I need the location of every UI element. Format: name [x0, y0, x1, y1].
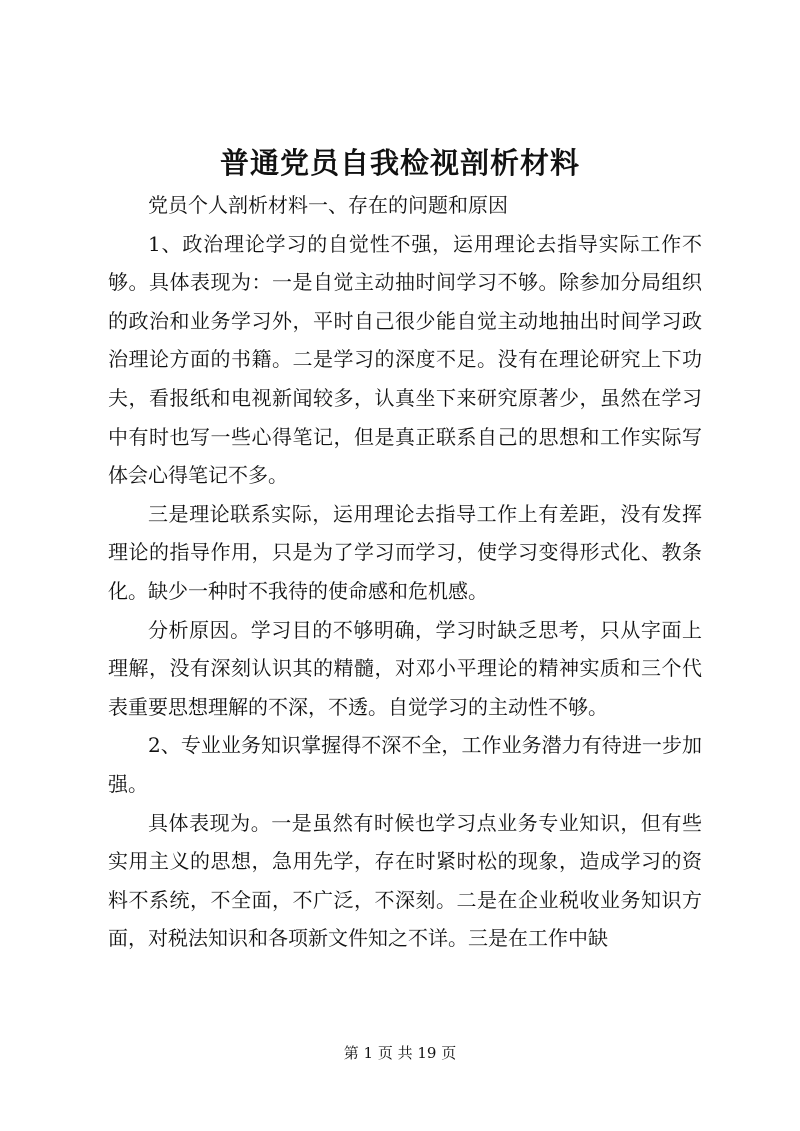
paragraph: 党员个人剖析材料一、存在的问题和原因	[148, 193, 508, 217]
document-body	[108, 186, 702, 958]
document-title: 普通党员自我检视剖析材料	[219, 146, 580, 180]
paragraph: 具体表现为。一是虽然有时候也学习点业务专业知识，但有些实用主义的思想，急用先学，存在时紧时松的现象，造成学习的资料不系统，不全面，不广泛，不深刻。二是在企业税收业务知识方面，对税法知识和各项新文件知之不详。三是在工作中缺	[108, 810, 702, 951]
paragraph: 2、专业业务知识掌握得不深不全，工作业务潜力有待进一步加强。	[108, 733, 702, 796]
paragraph: 1、政治理论学习的自觉性不强，运用理论去指导实际工作不够。具体表现为：一是自觉主动抽时间学习不够。除参加分局组织的政治和业务学习外，平时自己很少能自觉主动地抽出时间学习政治理论方面的书籍。二是学习的深度不足。没有在理论研究上下功夫，看报纸和电视新闻较多，认真坐下来研究原著少，虽然在学习中有时也写一些心得笔记，但是真正联系自己的思想和工作实际写体会心得笔记不多。	[108, 231, 702, 488]
paragraph: 分析原因。学习目的不够明确，学习时缺乏思考，只从字面上理解，没有深刻认识其的精髓，对邓小平理论的精神实质和三个代表重要思想理解的不深，不透。自觉学习的主动性不够。	[108, 617, 702, 719]
paragraph: 三是理论联系实际，运用理论去指导工作上有差距，没有发挥理论的指导作用，只是为了学习而学习，使学习变得形式化、教条化。缺少一种时不我待的使命感和危机感。	[108, 501, 702, 603]
page-footer: 第 1 页 共 19 页	[343, 1044, 457, 1062]
